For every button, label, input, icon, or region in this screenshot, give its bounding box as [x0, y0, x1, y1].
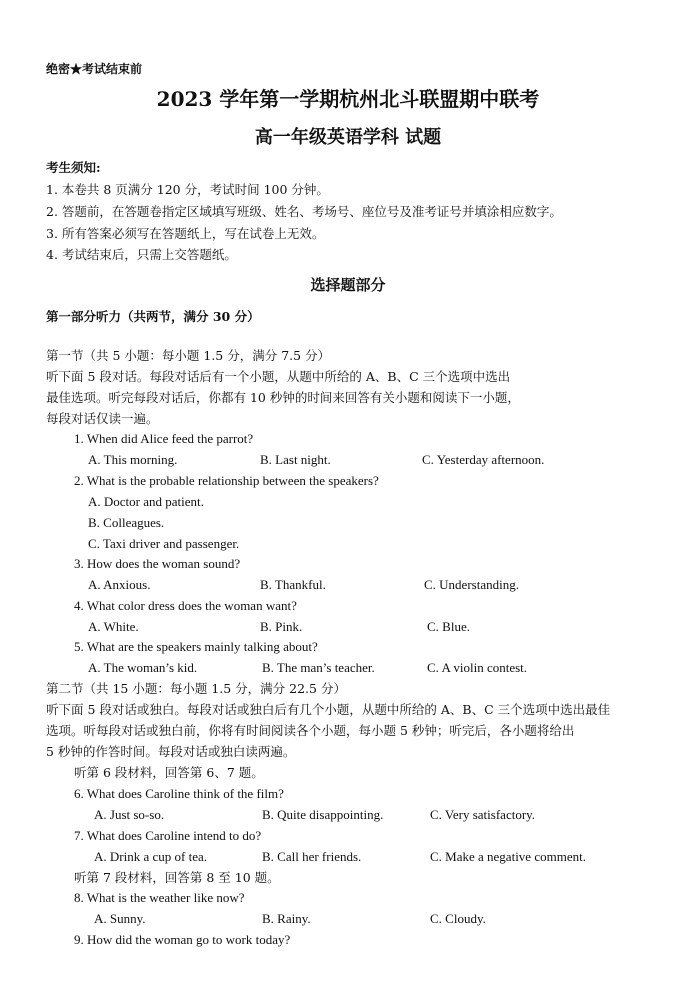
question-stem: 1. When did Alice feed the parrot? — [74, 431, 254, 446]
notice-item: 2. 答题前，在答题卷指定区域填写班级、姓名、考场号、座位号及准考证号并填涂相应数字。 — [46, 204, 562, 219]
material-intro: 听第 7 段材料，回答第 8 至 10 题。 — [74, 870, 280, 885]
option-b: B. Call her friends. — [262, 849, 362, 864]
option-a: A. Drink a cup of tea. — [94, 849, 207, 864]
option-c: C. Cloudy. — [430, 911, 486, 926]
exam-title: 2023 学年第一学期杭州北斗联盟期中联考 — [156, 87, 540, 111]
option-a: A. Just so-so. — [94, 807, 165, 822]
question-stem: 4. What color dress does the woman want? — [74, 598, 297, 613]
question-stem: 6. What does Caroline think of the film? — [74, 786, 284, 801]
question-stem: 2. What is the probable relationship between the speakers? — [74, 473, 379, 488]
option-c: C. Very satisfactory. — [430, 807, 536, 822]
s1-instruction: 听下面 5 段对话。每段对话后有一个小题，从题中所给的 A、B、C 三个选项中选出 — [46, 369, 511, 384]
s1-heading: 第一节（共 5 小题：每小题 1.5 分，满分 7.5 分） — [46, 348, 331, 363]
option-c: C. Taxi driver and passenger. — [88, 536, 240, 551]
notice-item: 4. 考试结束后，只需上交答题纸。 — [46, 247, 237, 262]
question-stem: 5. What are the speakers mainly talking about? — [74, 639, 318, 654]
question-stem: 7. What does Caroline intend to do? — [74, 828, 262, 843]
notice-item: 3. 所有答案必须写在答题纸上，写在试卷上无效。 — [46, 226, 325, 241]
option-b: B. Last night. — [260, 452, 331, 467]
question-stem: 3. How does the woman sound? — [74, 556, 241, 571]
option-b: B. The man’s teacher. — [262, 660, 375, 675]
material-intro: 听第 6 段材料，回答第 6、7 题。 — [74, 765, 264, 780]
question-stem: 8. What is the weather like now? — [74, 890, 245, 905]
option-a: A. This morning. — [88, 452, 178, 467]
notice-item: 1. 本卷共 8 页满分 120 分，考试时间 100 分钟。 — [46, 182, 329, 197]
option-c: C. A violin contest. — [427, 660, 528, 675]
option-a: A. Anxious. — [88, 577, 151, 592]
option-b: B. Rainy. — [262, 911, 311, 926]
option-b: B. Thankful. — [260, 577, 326, 592]
option-b: B. Quite disappointing. — [262, 807, 384, 822]
s1-instruction: 每段对话仅读一遍。 — [46, 411, 159, 426]
s2-heading: 第二节（共 15 小题：每小题 1.5 分，满分 22.5 分） — [46, 681, 346, 696]
s2-instruction: 听下面 5 段对话或独白。每段对话或独白后有几个小题，从题中所给的 A、B、C 三个选项中选出最佳 — [46, 702, 611, 717]
option-a: A. Doctor and patient. — [88, 494, 204, 509]
option-b: B. Colleagues. — [88, 515, 165, 530]
option-a: A. White. — [88, 619, 139, 634]
confidential-label: 绝密★考试结束前 — [46, 62, 143, 76]
exam-subtitle: 高一年级英语学科 试题 — [254, 127, 442, 148]
s2-instruction: 5 秒钟的作答时间。每段对话或独白读两遍。 — [46, 744, 296, 759]
option-c: C. Understanding. — [424, 577, 519, 592]
option-b: B. Pink. — [260, 619, 303, 634]
section-title: 选择题部分 — [310, 276, 386, 294]
option-c: C. Blue. — [427, 619, 470, 634]
part1-heading: 第一部分听力（共两节，满分 30 分） — [46, 309, 260, 324]
s2-instruction: 选项。听每段对话或独白前，你将有时间阅读各个小题，每小题 5 秒钟；听完后，各小题将给出 — [46, 723, 575, 738]
option-c: C. Make a negative comment. — [430, 849, 586, 864]
notice-heading: 考生须知: — [46, 160, 101, 175]
option-a: A. The woman’s kid. — [88, 660, 198, 675]
question-stem: 9. How did the woman go to work today? — [74, 932, 291, 947]
option-a: A. Sunny. — [94, 911, 146, 926]
option-c: C. Yesterday afternoon. — [422, 452, 545, 467]
s1-instruction: 最佳选项。听完每段对话后，你都有 10 秒钟的时间来回答有关小题和阅读下一小题， — [46, 390, 520, 405]
